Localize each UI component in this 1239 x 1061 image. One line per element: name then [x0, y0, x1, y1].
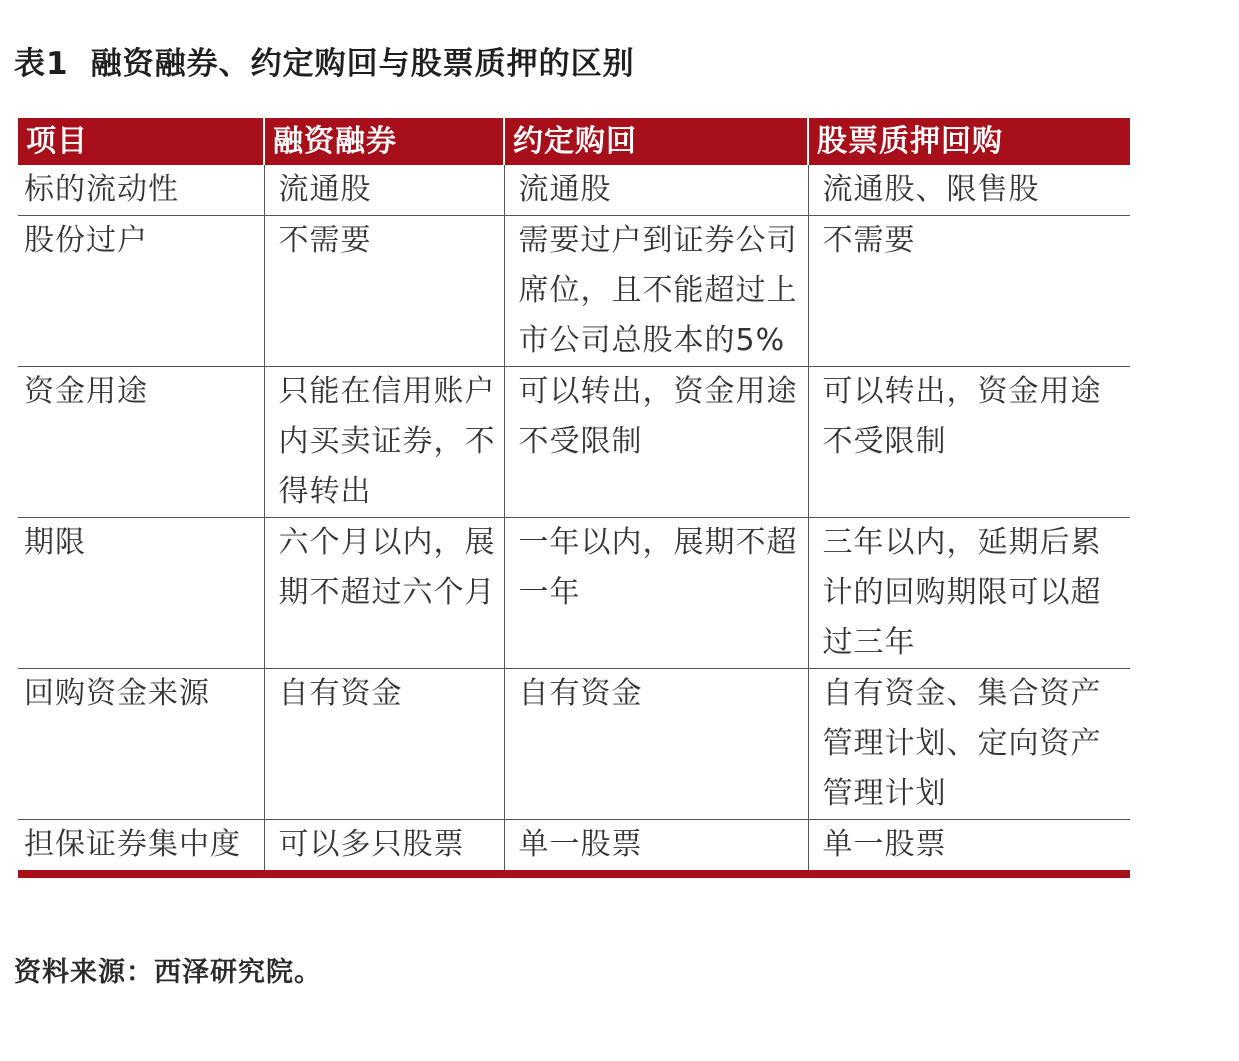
table-cell: 一年以内，展期不超一年: [504, 518, 808, 669]
header-stock-pledge: 股票质押回购: [808, 118, 1130, 165]
table-cell: 单一股票: [504, 820, 808, 875]
table-title: [14, 38, 635, 83]
table-cell: 三年以内，延期后累计的回购期限可以超过三年: [808, 518, 1130, 669]
table-row: [18, 669, 1130, 820]
row-label: 标的流动性: [18, 165, 264, 216]
table-cell: 可以多只股票: [264, 820, 504, 875]
table-number: 表1: [14, 46, 69, 82]
row-label: 期限: [18, 518, 264, 669]
table-cell: 可以转出，资金用途不受限制: [504, 367, 808, 518]
table-row: [18, 518, 1130, 669]
table-cell: 自有资金: [264, 669, 504, 820]
table-cell: 不需要: [808, 216, 1130, 367]
table-row: [18, 820, 1130, 875]
table-cell: 流通股、限售股: [808, 165, 1130, 216]
row-label: 股份过户: [18, 216, 264, 367]
table-cell: 六个月以内，展期不超过六个月: [264, 518, 504, 669]
source-note: 资料来源：西泽研究院。: [14, 957, 322, 988]
comparison-table: [18, 118, 1130, 878]
table-cell: 流通股: [264, 165, 504, 216]
header-margin-trading: 融资融券: [264, 118, 504, 165]
table-cell: 单一股票: [808, 820, 1130, 875]
row-label: 回购资金来源: [18, 669, 264, 820]
table-cell: 自有资金: [504, 669, 808, 820]
table-cell: 流通股: [504, 165, 808, 216]
row-label: 资金用途: [18, 367, 264, 518]
table-cell: 不需要: [264, 216, 504, 367]
header-repurchase: 约定购回: [504, 118, 808, 165]
table-cell: 只能在信用账户内买卖证券，不得转出: [264, 367, 504, 518]
table-row: [18, 367, 1130, 518]
table-row: [18, 216, 1130, 367]
table-cell: 需要过户到证券公司席位，且不能超过上市公司总股本的5%: [504, 216, 808, 367]
table-cell: 自有资金、集合资产管理计划、定向资产管理计划: [808, 669, 1130, 820]
table-title-text: 融资融券、约定购回与股票质押的区别: [90, 46, 635, 82]
table-row: [18, 165, 1130, 216]
row-label: 担保证券集中度: [18, 820, 264, 875]
table-cell: 可以转出，资金用途不受限制: [808, 367, 1130, 518]
table-header-row: [18, 118, 1130, 165]
header-item: 项目: [18, 118, 264, 165]
